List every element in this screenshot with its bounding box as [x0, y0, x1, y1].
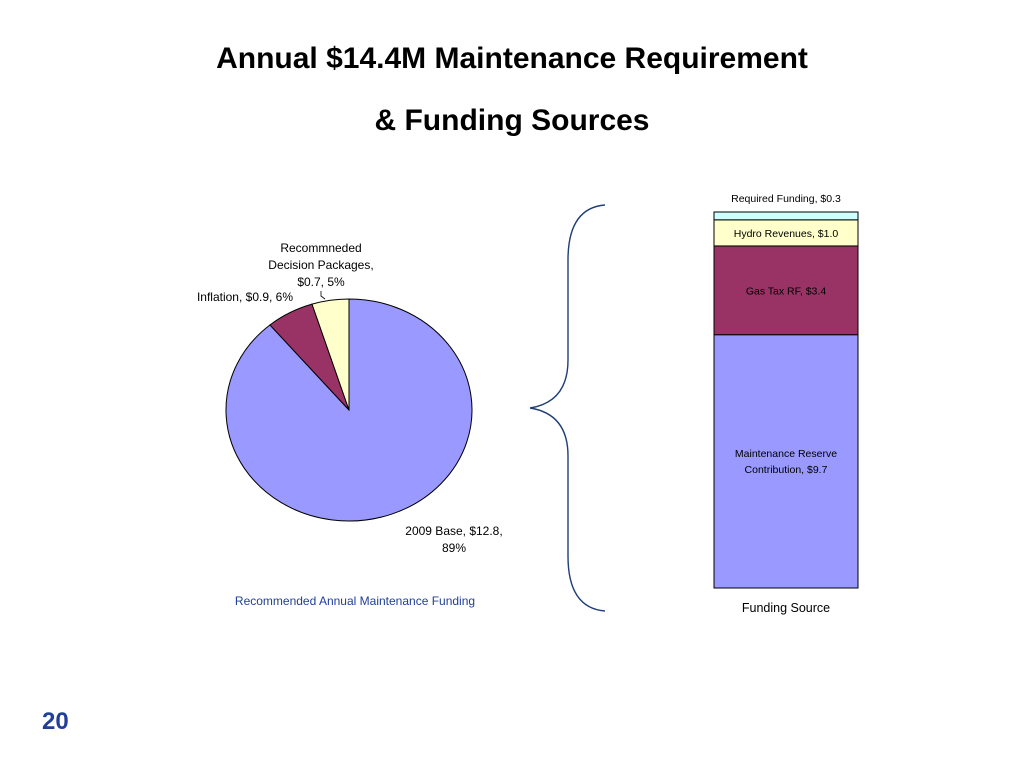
pie-label-base: 2009 Base, $12.8, 89% — [405, 524, 503, 555]
bar-label-gas-tax: Gas Tax RF, $3.4 — [745, 285, 827, 298]
stacked-bar-chart — [714, 212, 858, 588]
slide-title-line1: Annual $14.4M Maintenance Requirement — [216, 42, 808, 75]
bar-segment-required-funding — [714, 212, 858, 220]
page-number: 20 — [42, 708, 69, 735]
pie-label-inflation: Inflation, $0.9, 6% — [196, 290, 294, 304]
pie-label-decision-packages: Recommneded Decision Packages, $0.7, 5% — [268, 241, 374, 289]
bar-segment-maintenance-reserve — [714, 335, 858, 588]
bar-label-required-funding: Required Funding, $0.3 — [731, 193, 841, 205]
slide-title-line2: & Funding Sources — [374, 104, 650, 137]
curly-brace-connector — [530, 205, 605, 611]
pie-chart-title: Recommended Annual Maintenance Funding — [234, 594, 476, 608]
pie-chart — [226, 291, 472, 521]
bar-label-maintenance-reserve-line2: Contribution, $9.7 — [744, 464, 828, 476]
bar-x-axis-label: Funding Source — [741, 601, 831, 615]
pie-leader-line — [321, 291, 325, 299]
bar-label-hydro-revenues: Hydro Revenues, $1.0 — [733, 227, 839, 240]
bar-label-maintenance-reserve-line1: Maintenance Reserve — [734, 448, 838, 460]
